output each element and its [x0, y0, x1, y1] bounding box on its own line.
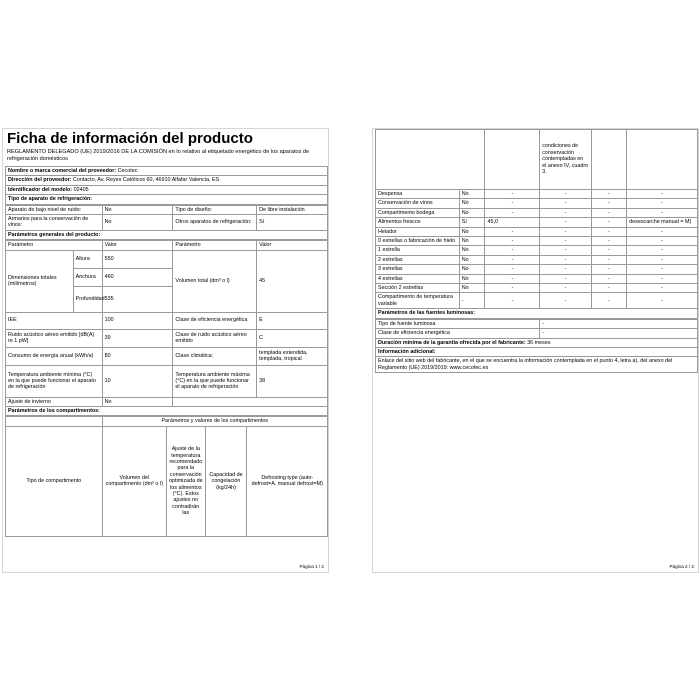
compartment-present: No	[459, 265, 485, 274]
comp-empty-corner	[6, 417, 103, 426]
compartment-present: No	[459, 284, 485, 293]
compartment-row	[376, 265, 698, 274]
consumption-label: Consumo de energía anual (kWh/a)	[6, 347, 103, 365]
comp-volume-header: Volumen del compartimento (dm³ o l)	[102, 426, 166, 536]
comp-defrost-header: Defrosting type (auto-defrost=A, manual defrost=M)	[247, 426, 328, 536]
general-params-heading: Parámetros generales del producto:	[6, 230, 328, 239]
total-volume-value: 45	[257, 250, 328, 312]
param-col-header-2: Parámetro	[173, 241, 257, 250]
warranty-value: 36 meses	[527, 339, 551, 346]
document-page-2	[372, 128, 699, 573]
compartment-temp: -	[540, 208, 592, 217]
compartment-row	[376, 237, 698, 246]
value-col-header-2: Valor	[257, 241, 328, 250]
compartment-row	[376, 255, 698, 264]
supplier-address-label: Dirección del proveedor:	[8, 177, 72, 184]
compartment-defrost: -	[627, 284, 698, 293]
comp-type-header: Tipo de compartimento	[6, 426, 103, 536]
comp-params-header: Parámetros y valores de los compartimentos	[102, 417, 327, 426]
compartment-rows	[376, 190, 698, 309]
compartment-present: No	[459, 274, 485, 283]
eei-label: IEE	[6, 312, 103, 329]
consumption-value: 80	[102, 347, 173, 365]
compartment-name: Alimentos frescos	[376, 218, 460, 227]
compartment-name: 2 estrellas	[376, 255, 460, 264]
energy-class-value: E	[257, 312, 328, 329]
supplier-name-label: Nombre o marca comercial del proveedor:	[8, 168, 117, 174]
compartment-row	[376, 293, 698, 309]
compartment-volume: -	[485, 237, 540, 246]
compartment-row	[376, 284, 698, 293]
value-col-header: Valor	[102, 241, 173, 250]
compartment-freeze: -	[591, 265, 626, 274]
supplier-address-row	[6, 176, 328, 185]
compartments-table-continued	[375, 129, 698, 319]
noise-class-value: C	[257, 329, 328, 347]
compartment-volume: -	[485, 199, 540, 208]
supplier-name-value: Cecotec	[117, 168, 138, 174]
height-label: Altura	[73, 250, 102, 268]
compartment-defrost: -	[627, 293, 698, 309]
compartment-volume: -	[485, 255, 540, 264]
compartment-present: No	[459, 237, 485, 246]
compartment-volume: -	[485, 246, 540, 255]
max-temp-label: Temperatura ambiente máxima (°C) en la que puede funcionar el aparato de refrigeración	[173, 365, 257, 397]
cont-empty-4	[627, 130, 698, 190]
light-class-value: -	[540, 329, 698, 338]
compartment-freeze: -	[591, 255, 626, 264]
compartment-temp: -	[540, 293, 592, 309]
compartment-volume: -	[485, 293, 540, 309]
other-appliance-label: Otros aparatos de refrigeración:	[173, 215, 257, 231]
compartment-temp: -	[540, 274, 592, 283]
compartment-temp: -	[540, 190, 592, 199]
additional-info-text: Enlace del sitio web del fabricante, en el que se encuentra la información contemplada en el punto 4, letra a), del anexo del Reglamento (UE) 2019/2019: www.cecotec.es	[376, 357, 698, 373]
cont-empty-2	[485, 130, 540, 190]
compartment-present: No	[459, 208, 485, 217]
compartment-temp: -	[540, 237, 592, 246]
compartment-row	[376, 246, 698, 255]
compartment-present: -	[459, 293, 485, 309]
depth-label: Profundidad	[73, 286, 102, 312]
design-type-value: De libre instalación	[257, 205, 328, 214]
supplier-address-value: Contacto, Av. Reyes Católicos 60, 46910 Alfafar Valencia, ES	[73, 177, 220, 184]
compartment-freeze: -	[591, 190, 626, 199]
cont-empty-3	[591, 130, 626, 190]
compartment-freeze: -	[591, 246, 626, 255]
compartment-name: 3 estrellas	[376, 265, 460, 274]
light-class-label: Clase de eficiencia energética	[376, 329, 540, 338]
compartment-defrost: -	[627, 265, 698, 274]
depth-value: 535	[102, 286, 173, 312]
supplier-name-row	[6, 167, 328, 176]
compartment-name: Compartimento de temperatura variable	[376, 293, 460, 309]
comp-freeze-header: Capacidad de congelación (kg/24h)	[205, 426, 247, 536]
compartment-name: Sección 2 estrellas	[376, 284, 460, 293]
design-type-label: Tipo de diseño:	[173, 205, 257, 214]
document-title: Ficha de información del producto	[7, 130, 253, 147]
height-value: 550	[102, 250, 173, 268]
compartment-temp: -	[540, 246, 592, 255]
compartment-name: Compartimento bodega	[376, 208, 460, 217]
light-type-label: Tipo de fuente luminosa	[376, 319, 540, 328]
param-col-header: Parámetro	[6, 241, 103, 250]
compartment-freeze: -	[591, 227, 626, 236]
document-page-1	[2, 128, 329, 573]
cont-empty-1	[376, 130, 485, 190]
climate-class-value: templada extendida, templada, tropical	[257, 347, 328, 365]
compartment-present: No	[459, 227, 485, 236]
compartment-freeze: -	[591, 274, 626, 283]
wine-cabinet-value: No	[102, 215, 173, 231]
compartment-row	[376, 190, 698, 199]
compartment-row	[376, 227, 698, 236]
energy-class-label: Clase de eficiencia energética	[173, 312, 257, 329]
compartment-row	[376, 199, 698, 208]
low-noise-value: No	[102, 205, 173, 214]
eei-value: 100	[102, 312, 173, 329]
compartment-name: 0 estrellas o fabricación de hielo	[376, 237, 460, 246]
total-volume-label: Volumen total (dm³ o l)	[173, 250, 257, 312]
compartments-heading: Parámetros de los compartimentos:	[6, 407, 328, 416]
appliance-type-heading: Tipo de aparato de refrigeración:	[6, 195, 328, 204]
compartment-temp: -	[540, 218, 592, 227]
noise-class-label: Clase de ruido acústico aéreo emitido	[173, 329, 257, 347]
compartment-row	[376, 274, 698, 283]
compartment-row	[376, 208, 698, 217]
compartment-defrost: -	[627, 255, 698, 264]
compartments-table	[5, 416, 328, 536]
compartment-defrost: -	[627, 190, 698, 199]
max-temp-value: 38	[257, 365, 328, 397]
compartment-defrost: -	[627, 237, 698, 246]
noise-value: 39	[102, 329, 173, 347]
compartment-volume: -	[485, 274, 540, 283]
compartment-freeze: -	[591, 293, 626, 309]
warranty-label: Duración mínima de la garantía ofrecida por el fabricante:	[378, 339, 526, 346]
model-label: Identificador del modelo:	[8, 186, 73, 193]
compartment-freeze: -	[591, 284, 626, 293]
compartment-volume: 45,0	[485, 218, 540, 227]
compartment-name: Despensa	[376, 190, 460, 199]
page-1-content	[5, 129, 328, 537]
model-value: 02405	[73, 186, 89, 193]
compartment-freeze: -	[591, 237, 626, 246]
min-temp-label: Temperatura ambiente mínima (°C) en la que puede funcionar el aparato de refrigeración	[6, 365, 103, 397]
compartment-defrost: -	[627, 199, 698, 208]
compartment-defrost: -	[627, 227, 698, 236]
dimensions-label: Dimensiones totales (milímetros)	[6, 250, 74, 312]
compartment-present: No	[459, 190, 485, 199]
min-temp-value: 10	[102, 365, 173, 397]
compartment-present: No	[459, 246, 485, 255]
compartment-temp: -	[540, 284, 592, 293]
compartment-present: No	[459, 255, 485, 264]
appliance-type-table	[5, 205, 328, 241]
regulation-subtitle: REGLAMENTO DELEGADO (UE) 2019/2016 DE LA COMISIÓN en lo relativo al etiquetado energético de los aparatos de refrigeración domésticos	[7, 149, 310, 162]
additional-info-heading: Información adicional:	[376, 347, 698, 356]
compartment-freeze: -	[591, 208, 626, 217]
page-2-content	[375, 129, 698, 373]
general-params-table	[5, 240, 328, 416]
compartment-name: 4 estrellas	[376, 274, 460, 283]
compartment-defrost: desescarche manual = M)	[627, 218, 698, 227]
light-source-heading: Parámetros de las fuentes luminosas:	[376, 309, 698, 318]
cont-temp-header: condiciones de conservación contempladas en el anexo IV, cuadro 3.	[540, 130, 592, 190]
compartment-present: Sí	[459, 218, 485, 227]
climate-class-label: Clase climática:	[173, 347, 257, 365]
compartment-defrost: -	[627, 208, 698, 217]
noise-label: Ruido acústico aéreo emitido [dB(A) re 1 pW]	[6, 329, 103, 347]
winter-setting-value: No	[102, 397, 173, 406]
light-source-table	[375, 319, 698, 373]
light-type-value: -	[540, 319, 698, 328]
width-value: 460	[102, 268, 173, 286]
compartment-row	[376, 218, 698, 227]
wine-cabinet-label: Armarios para la conservación de vinos:	[6, 215, 103, 231]
low-noise-label: Aparato de bajo nivel de ruido:	[6, 205, 103, 214]
model-row	[6, 185, 328, 194]
page-1-footer: Página 1 / 2	[299, 564, 324, 569]
compartment-temp: -	[540, 265, 592, 274]
compartment-temp: -	[540, 199, 592, 208]
compartment-volume: -	[485, 265, 540, 274]
compartment-defrost: -	[627, 274, 698, 283]
page-2-footer: Página 2 / 2	[669, 564, 694, 569]
compartment-volume: -	[485, 227, 540, 236]
compartment-freeze: -	[591, 218, 626, 227]
compartment-name: 1 estrella	[376, 246, 460, 255]
compartment-name: Conservación de vinos	[376, 199, 460, 208]
compartment-volume: -	[485, 208, 540, 217]
other-appliance-value: Sí	[257, 215, 328, 231]
compartment-present: No	[459, 199, 485, 208]
compartment-freeze: -	[591, 199, 626, 208]
compartment-temp: -	[540, 255, 592, 264]
compartment-name: Helador	[376, 227, 460, 236]
compartment-temp: -	[540, 227, 592, 236]
compartment-volume: -	[485, 284, 540, 293]
compartment-defrost: -	[627, 246, 698, 255]
winter-empty	[173, 397, 328, 406]
winter-setting-label: Ajuste de invierno	[6, 397, 103, 406]
comp-temp-header: Ajuste de la temperatura recomendado para la conservación optimizada de los alimentos (°C). Estos ajustes no contradirán las	[166, 426, 205, 536]
width-label: Anchura	[73, 268, 102, 286]
compartment-volume: -	[485, 190, 540, 199]
warranty-row	[376, 338, 698, 347]
supplier-table	[5, 166, 328, 205]
